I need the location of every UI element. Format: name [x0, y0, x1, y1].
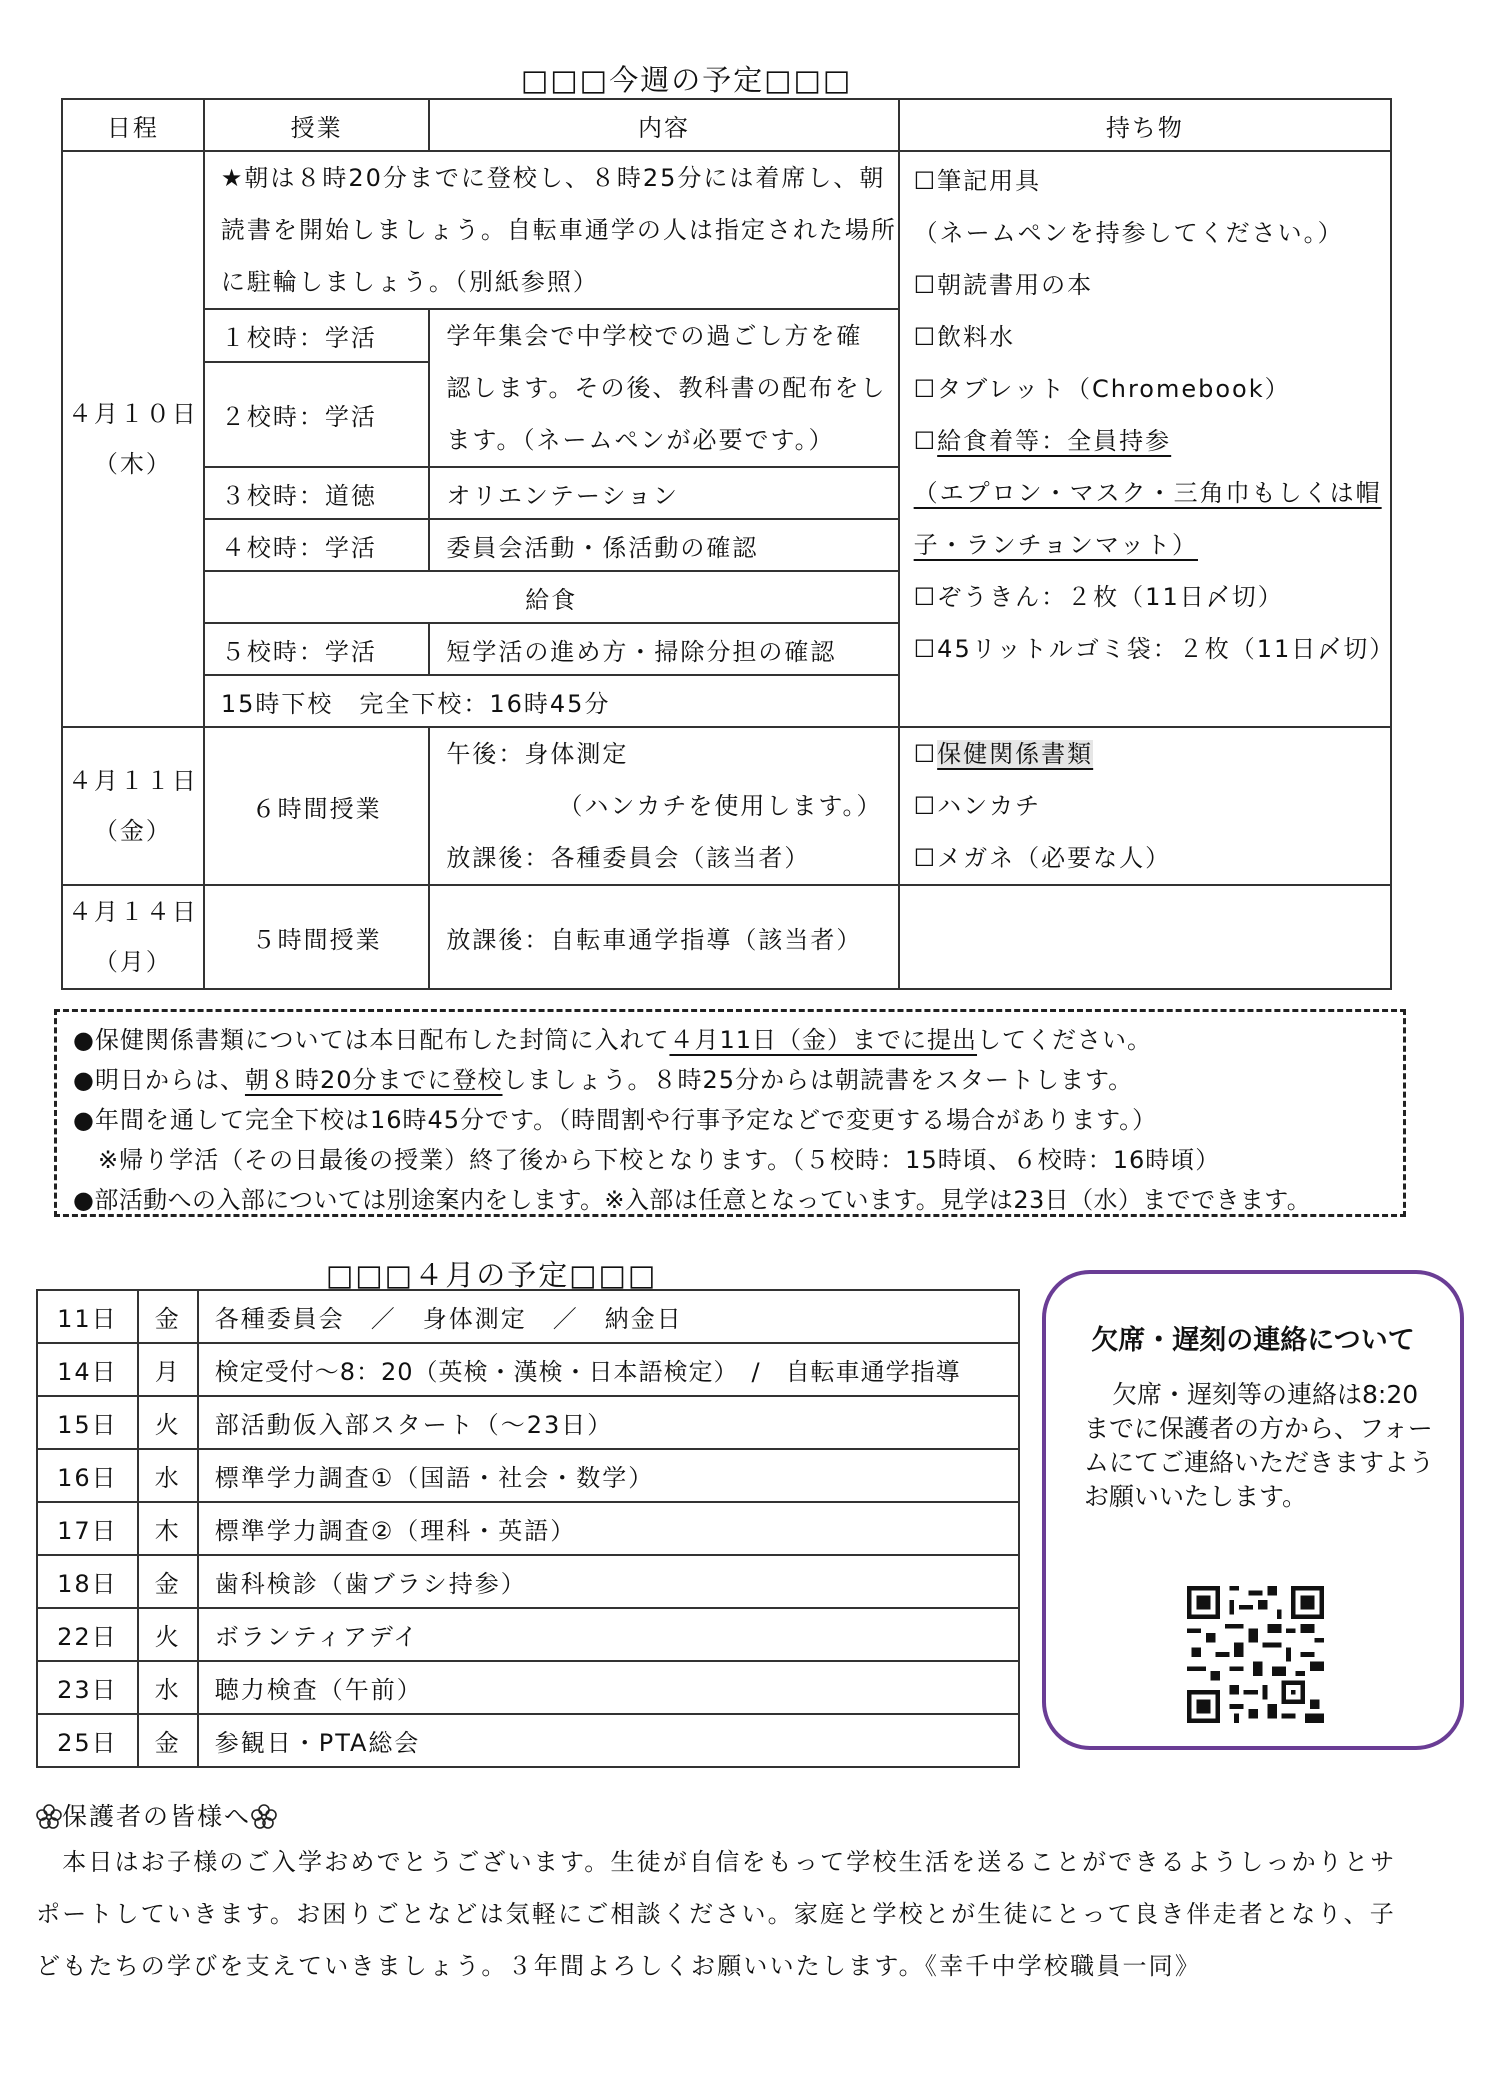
- period-5: ５校時：学活: [204, 623, 430, 675]
- flower-icon: [251, 1804, 277, 1830]
- cal-event: 参観日・PTA総会: [198, 1714, 1019, 1767]
- item: ☐朝読書用の本: [913, 271, 1094, 299]
- note-line: [73, 1060, 1387, 1100]
- cal-event: 検定受付～8：20（英検・漢検・日本語検定） / 自転車通学指導: [198, 1343, 1019, 1396]
- cal-weekday: 水: [138, 1661, 198, 1714]
- checkbox-glyph: ☐: [913, 740, 938, 768]
- greeting-title: 保護者の皆様へ: [62, 1802, 252, 1831]
- note-emphasis: 朝８時20分までに登校: [244, 1066, 503, 1094]
- table-row: [62, 727, 1391, 885]
- table-row: [37, 1449, 1019, 1502]
- table-row: [37, 1290, 1019, 1343]
- content-line: 認します。その後、教科書の配布をし: [446, 374, 887, 402]
- day1-date-cell: [62, 151, 204, 727]
- dismissal-time: 15時下校 完全下校：16時45分: [204, 675, 899, 727]
- content-line: 学年集会で中学校での過ごし方を確: [446, 322, 863, 350]
- cal-weekday: 火: [138, 1396, 198, 1449]
- day3-content: 放課後：自転車通学指導（該当者）: [429, 885, 898, 989]
- cal-event: 歯科検診（歯ブラシ持参）: [198, 1555, 1019, 1608]
- table-header-row: [62, 99, 1391, 151]
- intro-line: ★朝は８時20分までに登校し、８時25分には着席し、朝: [220, 164, 886, 192]
- table-row: [37, 1714, 1019, 1767]
- qr-code-icon: [1187, 1586, 1324, 1723]
- table-row: [37, 1502, 1019, 1555]
- lunch: 給食: [204, 571, 899, 623]
- cal-event: 標準学力調査①（国語・社会・数学）: [198, 1449, 1019, 1502]
- item: ☐タブレット（Chromebook）: [913, 375, 1291, 403]
- day1-weekday: （木）: [93, 450, 172, 478]
- content-line: 放課後：各種委員会（該当者）: [446, 844, 811, 872]
- cal-event: 各種委員会 ／ 身体測定 ／ 納金日: [198, 1290, 1019, 1343]
- item: （エプロン・マスク・三角巾もしくは帽: [913, 479, 1382, 507]
- content-line: ます。（ネームペンが必要です。）: [446, 426, 835, 454]
- note-text: ●明日からは、: [73, 1066, 245, 1094]
- cal-day: 18日: [37, 1555, 138, 1608]
- note-text: してください。: [977, 1026, 1153, 1054]
- item: ☐ハンカチ: [913, 792, 1042, 820]
- table-row: [37, 1555, 1019, 1608]
- day1-intro: [204, 151, 899, 309]
- period-1-2-content: [429, 309, 898, 467]
- absence-contact-box: [1042, 1270, 1464, 1750]
- checkbox-glyph: ☐: [913, 427, 938, 455]
- cal-weekday: 金: [138, 1714, 198, 1767]
- cal-weekday: 金: [138, 1555, 198, 1608]
- item-highlighted: 保健関係書類: [937, 740, 1094, 768]
- day2-date: ４月１１日: [67, 767, 198, 795]
- april-title: □□□４月の予定□□□: [326, 1258, 658, 1292]
- header-content: 内容: [429, 99, 898, 151]
- note-text: ●保健関係書類については本日配布した封筒に入れて: [73, 1026, 670, 1054]
- cal-weekday: 火: [138, 1608, 198, 1661]
- greeting-line: どもたちの学びを支えていきましょう。３年間よろしくお願いいたします。《幸千中学校職員一同》: [36, 1952, 1202, 1980]
- cal-weekday: 金: [138, 1290, 198, 1343]
- day1-date: ４月１０日: [67, 400, 198, 428]
- note-line: ※帰り学活（その日最後の授業）終了後から下校となります。（５校時：15時頃、６校時：16時頃）: [73, 1146, 1221, 1174]
- item: ☐45リットルゴミ袋：２枚（11日〆切）: [913, 635, 1396, 663]
- period-2: ２校時：学活: [204, 362, 430, 467]
- period-3-content: オリエンテーション: [429, 467, 898, 519]
- content-line: （ハンカチを使用します。）: [558, 792, 883, 820]
- day1-items: [899, 151, 1396, 727]
- note-emphasis: ４月11日（金）までに提出: [669, 1026, 978, 1054]
- item: （ネームペンを持参してください。）: [913, 219, 1344, 247]
- note-text: しましょう。８時25分からは朝読書をスタートします。: [502, 1066, 1134, 1094]
- table-row: [37, 1343, 1019, 1396]
- notes-box: [54, 1009, 1406, 1217]
- cal-day: 11日: [37, 1290, 138, 1343]
- day2-date-cell: [62, 727, 204, 885]
- cal-day: 15日: [37, 1396, 138, 1449]
- item: ☐筆記用具: [913, 167, 1042, 195]
- note-line: ●年間を通して完全下校は16時45分です。（時間割や行事予定などで変更する場合があります。）: [73, 1106, 1158, 1134]
- header-class: 授業: [204, 99, 430, 151]
- header-items: 持ち物: [899, 99, 1391, 151]
- flower-icon: [36, 1804, 62, 1830]
- cal-weekday: 水: [138, 1449, 198, 1502]
- day2-weekday: （金）: [93, 817, 172, 845]
- item: [914, 415, 1390, 467]
- item: [914, 728, 1390, 780]
- cal-day: 16日: [37, 1449, 138, 1502]
- period-4-content: 委員会活動・係活動の確認: [429, 519, 898, 571]
- cal-event: ボランティアデイ: [198, 1608, 1019, 1661]
- april-calendar-table: [36, 1289, 1020, 1768]
- table-row: [37, 1661, 1019, 1714]
- cal-day: 23日: [37, 1661, 138, 1714]
- day3-items-empty: [899, 885, 1391, 989]
- period-4: ４校時：学活: [204, 519, 430, 571]
- cal-weekday: 月: [138, 1343, 198, 1396]
- note-line: [73, 1020, 1387, 1060]
- intro-line: 読書を開始しましょう。自転車通学の人は指定された場所: [220, 216, 897, 244]
- cal-day: 25日: [37, 1714, 138, 1767]
- greeting-heading: [36, 1797, 277, 1833]
- cal-day: 14日: [37, 1343, 138, 1396]
- absence-body: 欠席・遅刻等の連絡は8:20までに保護者の方から、フォームにてご連絡いただきますようお願いいたします。: [1084, 1380, 1435, 1511]
- table-row: [37, 1396, 1019, 1449]
- day3-class: ５時間授業: [204, 885, 430, 989]
- cal-event: 部活動仮入部スタート（～23日）: [198, 1396, 1019, 1449]
- intro-line: に駐輪しましょう。（別紙参照）: [220, 268, 599, 296]
- item: ☐ぞうきん：２枚（11日〆切）: [913, 583, 1284, 611]
- cal-day: 22日: [37, 1608, 138, 1661]
- period-1: １校時：学活: [204, 309, 430, 362]
- cal-event: 標準学力調査②（理科・英語）: [198, 1502, 1019, 1555]
- absence-title: 欠席・遅刻の連絡について: [1091, 1325, 1415, 1356]
- day2-items: [899, 727, 1391, 885]
- item: ☐飲料水: [913, 323, 1016, 351]
- day3-date: ４月１４日: [67, 898, 198, 926]
- table-row: [37, 1608, 1019, 1661]
- day2-content: [429, 727, 898, 885]
- cal-event: 聴力検査（午前）: [198, 1661, 1019, 1714]
- table-row: [62, 151, 1391, 309]
- cal-day: 17日: [37, 1502, 138, 1555]
- greeting-line: 本日はお子様のご入学おめでとうございます。生徒が自信をもって学校生活を送ることができるようしっかりとサ: [36, 1848, 1397, 1876]
- period-3: ３校時：道徳: [204, 467, 430, 519]
- item-underlined: 給食着等：全員持参: [937, 427, 1172, 455]
- weekly-schedule-table: [61, 98, 1396, 990]
- note-line: ●部活動への入部については別途案内をします。※入部は任意となっています。見学は23日（水）までできます。: [73, 1186, 1312, 1214]
- item: ☐メガネ（必要な人）: [913, 844, 1172, 872]
- table-row: [62, 885, 1391, 989]
- header-date: 日程: [62, 99, 204, 151]
- item: 子・ランチョンマット）: [913, 531, 1198, 559]
- weekly-title: □□□今週の予定□□□: [521, 63, 853, 97]
- day3-date-cell: [62, 885, 204, 989]
- period-5-content: 短学活の進め方・掃除分担の確認: [429, 623, 898, 675]
- greeting-line: ポートしていきます。お困りごとなどは気軽にご相談ください。家庭と学校とが生徒にとって良き伴走者となり、子: [36, 1900, 1396, 1928]
- day3-weekday: （月）: [93, 948, 172, 976]
- content-line: 午後：身体測定: [446, 740, 629, 768]
- cal-weekday: 木: [138, 1502, 198, 1555]
- day2-class: ６時間授業: [204, 727, 430, 885]
